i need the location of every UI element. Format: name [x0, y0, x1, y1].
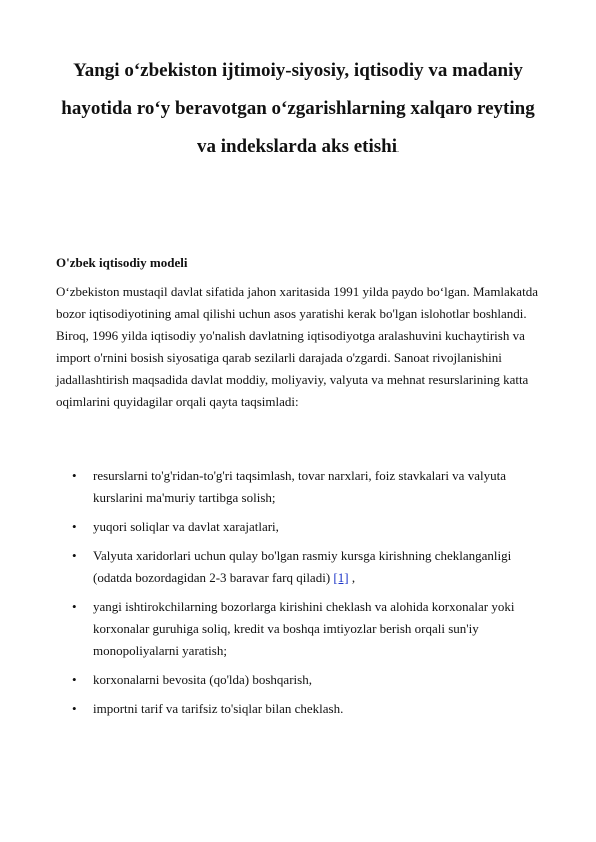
bullet-icon: •	[72, 468, 77, 483]
bullet-icon: •	[72, 672, 77, 687]
bullet-icon: •	[72, 548, 77, 563]
list-item-text: resurslarni to'g'ridan-to'g'ri taqsimlash, tovar narxlari, foiz stavkalari va valyuta kurslarini ma'muriy tartibga solish;	[93, 468, 506, 505]
document-title-text: Yangi o‘zbekiston ijtimoiy-siyosiy, iqtisodiy va madaniy hayotida ro‘y beravotgan o‘zgarishlarning xalqaro reyting va indekslarda aks etishi	[61, 60, 535, 157]
list-item	[56, 698, 546, 720]
list-item-text: yuqori soliqlar va davlat xarajatlari,	[93, 519, 279, 534]
bullet-icon: •	[72, 599, 77, 614]
title-trailing-mark: .	[397, 145, 400, 154]
section-heading: O'zbek iqtisodiy modeli	[56, 255, 188, 270]
list-item	[56, 516, 546, 538]
list-item-text-after: ,	[348, 570, 356, 585]
reference-link[interactable]: [1]	[333, 570, 349, 585]
bullet-list	[56, 465, 546, 727]
bullet-icon: •	[72, 701, 77, 716]
list-item	[56, 545, 546, 589]
list-item-text: yangi ishtirokchilarning bozorlarga kirishini cheklash va alohida korxonalar yoki korxonalar guruhiga soliq, kredit va boshqa imtiyozlar berish orqali sun'iy monopoliyalarni yaratish;	[93, 599, 515, 658]
list-item	[56, 596, 546, 662]
document-title	[50, 52, 546, 169]
bullet-icon: •	[72, 519, 77, 534]
list-item	[56, 465, 546, 509]
list-item-text: Valyuta xaridorlari uchun qulay bo'lgan rasmiy kursga kirishning cheklanganligi (odatda bozordagidan 2-3 baravar farq qiladi)	[93, 548, 512, 585]
list-item-text: korxonalarni bevosita (qo'lda) boshqarish,	[93, 672, 312, 687]
list-item-text: importni tarif va tarifsiz to'siqlar bilan cheklash.	[93, 701, 344, 716]
list-item	[56, 669, 546, 691]
body-paragraph: O‘zbekiston mustaqil davlat sifatida jahon xaritasida 1991 yilda paydo bo‘lgan. Mamlakatda bozor iqtisodiyotining amal qilishi uchun asos yaratishi kerak bo'lgan islohotlar boshlandi. Biroq, 1996 yilda iqtisodiy yo'nalish davlatning iqtisodiyotga aralashuvini kuchaytirish va import o'rnini bosish siyosatiga qarab sezilarli darajada o'zgardi. Sanoat rivojlanishini jadallashtirish maqsadida davlat moddiy, moliyaviy, valyuta va mehnat resurslarining katta oqimlarini quyidagilar orqali qayta taqsimladi:	[56, 284, 538, 409]
